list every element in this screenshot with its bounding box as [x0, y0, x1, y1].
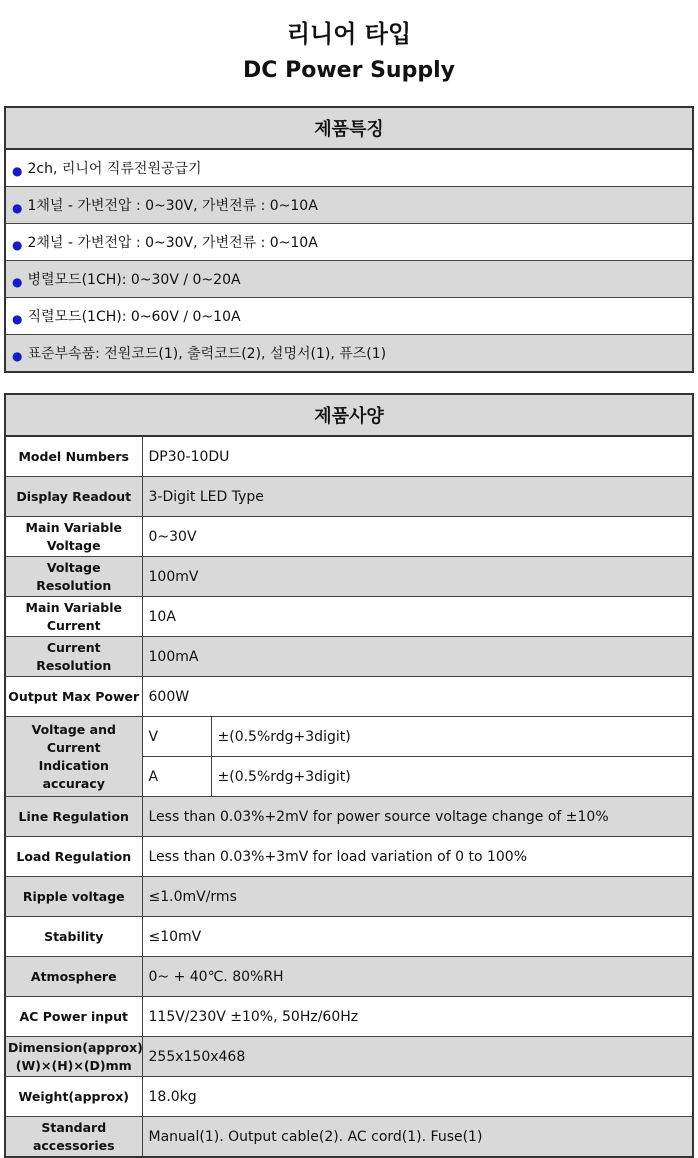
feature-row: [5, 149, 693, 187]
spec-row-load-regulation: [5, 837, 693, 877]
spec-row-ripple: [5, 877, 693, 917]
spec-value: 18.0kg: [142, 1077, 693, 1117]
spec-value: 115V/230V ±10%, 50Hz/60Hz: [142, 997, 693, 1037]
spec-label: Stability: [5, 917, 142, 957]
spec-value: Less than 0.03%+3mV for load variation of 0 to 100%: [142, 837, 693, 877]
feature-row: [5, 298, 693, 335]
spec-label: Weight(approx): [5, 1077, 142, 1117]
feature-text: 1채널 - 가변전압 : 0~30V, 가변전류 : 0~10A: [27, 198, 318, 214]
feature-row: [5, 261, 693, 298]
spec-row-model: [5, 436, 693, 477]
feature-text: 2ch, 리니어 직류전원공급기: [27, 161, 202, 177]
spec-row-accessories: [5, 1117, 693, 1158]
spec-row-output-max: [5, 677, 693, 717]
spec-value: 10A: [142, 597, 693, 637]
spec-value: 100mV: [142, 557, 693, 597]
spec-label: Current Resolution: [5, 637, 142, 677]
feature-row: [5, 224, 693, 261]
title-block: [0, 0, 698, 88]
spec-value: 0~ + 40℃. 80%RH: [142, 957, 693, 997]
spec-row-accuracy-v: [5, 717, 693, 757]
spec-row-main-voltage: [5, 517, 693, 557]
bullet-icon: ●: [12, 238, 23, 252]
spec-label: Standard accessories: [5, 1117, 142, 1158]
page-title-english: DC Power Supply: [243, 58, 455, 83]
spec-value: ≤10mV: [142, 917, 693, 957]
spec-value: 100mA: [142, 637, 693, 677]
spec-value: ≤1.0mV/rms: [142, 877, 693, 917]
spec-label: Line Regulation: [5, 797, 142, 837]
specs-table: [4, 393, 694, 1158]
features-table: [4, 106, 694, 373]
feature-text: 표준부속품: 전원코드(1), 출력코드(2), 설명서(1), 퓨즈(1): [27, 346, 387, 362]
bullet-icon: ●: [12, 201, 23, 215]
feature-text: 병렬모드(1CH): 0~30V / 0~20A: [27, 272, 241, 288]
spec-row-display: [5, 477, 693, 517]
spec-label: Output Max Power: [5, 677, 142, 717]
spec-value: Manual(1). Output cable(2). AC cord(1). Fuse(1): [142, 1117, 693, 1158]
spec-label: Voltage and Current Indication accuracy: [5, 717, 142, 797]
bullet-icon: ●: [12, 275, 23, 289]
spec-row-dimension: [5, 1037, 693, 1077]
spec-label: AC Power input: [5, 997, 142, 1037]
spec-value: 0~30V: [142, 517, 693, 557]
spec-label: Voltage Resolution: [5, 557, 142, 597]
spec-row-stability: [5, 917, 693, 957]
feature-text: 2채널 - 가변전압 : 0~30V, 가변전류 : 0~10A: [27, 235, 318, 251]
bullet-icon: ●: [12, 164, 23, 178]
spec-row-weight: [5, 1077, 693, 1117]
feature-text: 직렬모드(1CH): 0~60V / 0~10A: [27, 309, 241, 325]
spec-row-voltage-resolution: [5, 557, 693, 597]
specs-heading: 제품사양: [5, 394, 693, 436]
spec-label: Main Variable Voltage: [5, 517, 142, 557]
spec-label: Main Variable Current: [5, 597, 142, 637]
spec-row-atmosphere: [5, 957, 693, 997]
spec-label: Load Regulation: [5, 837, 142, 877]
accuracy-unit-v: V: [142, 717, 211, 757]
accuracy-value-v: ±(0.5%rdg+3digit): [211, 717, 693, 757]
spec-row-main-current: [5, 597, 693, 637]
spec-row-ac-power: [5, 997, 693, 1037]
spec-value: 255x150x468: [142, 1037, 693, 1077]
accuracy-value-a: ±(0.5%rdg+3digit): [211, 757, 693, 797]
spec-row-current-resolution: [5, 637, 693, 677]
bullet-icon: ●: [12, 349, 23, 363]
spec-value: DP30-10DU: [142, 436, 693, 477]
accuracy-unit-a: A: [142, 757, 211, 797]
spec-value: 600W: [142, 677, 693, 717]
bullet-icon: ●: [12, 312, 23, 326]
spec-value: Less than 0.03%+2mV for power source voltage change of ±10%: [142, 797, 693, 837]
spec-row-line-regulation: [5, 797, 693, 837]
spec-label: Display Readout: [5, 477, 142, 517]
page-title-korean: 리니어 타입: [286, 20, 412, 48]
feature-row: [5, 187, 693, 224]
spec-label: Model Numbers: [5, 436, 142, 477]
spec-label: Atmosphere: [5, 957, 142, 997]
spec-label: Ripple voltage: [5, 877, 142, 917]
spec-value: 3-Digit LED Type: [142, 477, 693, 517]
spec-label: Dimension(approx) (W)×(H)×(D)mm: [5, 1037, 142, 1077]
features-heading: 제품특징: [5, 107, 693, 149]
feature-row: [5, 335, 693, 373]
